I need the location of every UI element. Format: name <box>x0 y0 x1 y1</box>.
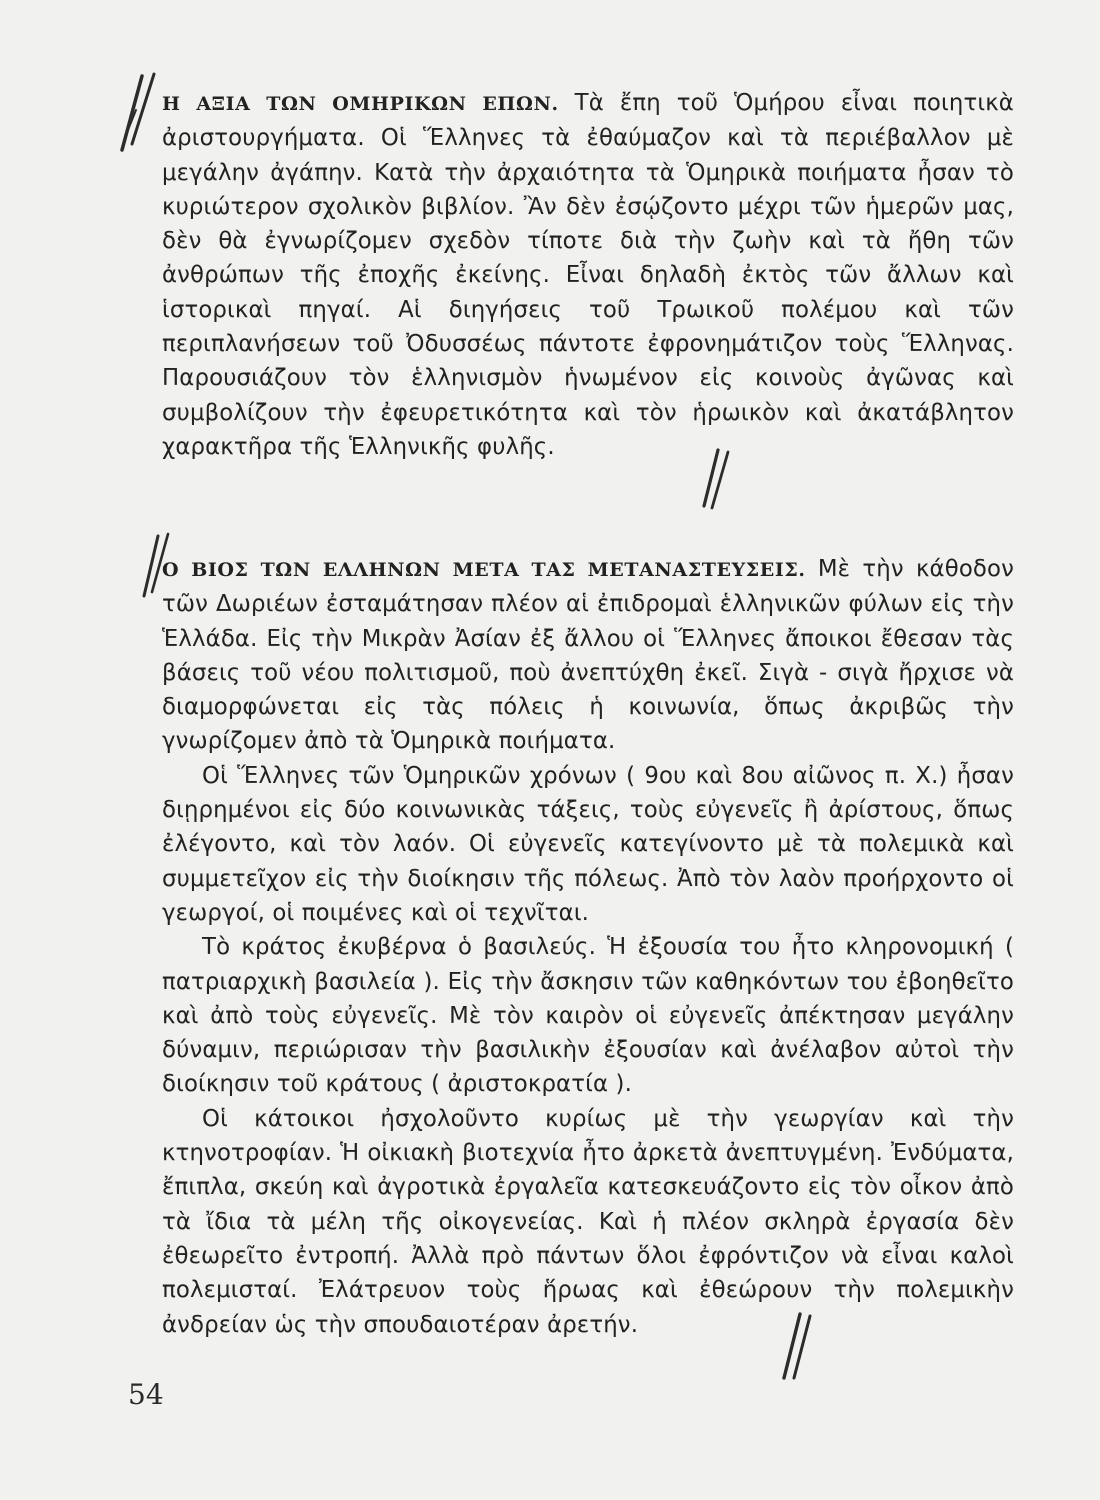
section-2-paragraph-3: Τὸ κράτος ἐκυβέρνα ὁ βασιλεύς. Ἡ ἐξουσία του ἦτο κληρονομική ( πατριαρχικὴ βασιλεία ). Εἰς τὴν ἄσκησιν τῶν καθηκόντων του ἐβοηθεῖτο καὶ ἀπὸ τοὺς εὐγενεῖς. Μὲ τὸν καιρὸν οἱ εὐγενεῖς ἀπέκτησαν μεγάλην δύναμιν, περιώρισαν τὴν βασιλικὴν ἐξουσίαν καὶ ἀνέλαβον αὐτοὶ τὴν διοίκησιν τοῦ κράτους ( ἀριστοκρατία ). <box>162 934 1014 1098</box>
section-2-p1-text: Μὲ τὴν κάθοδον τῶν Δωριέων ἐσταμάτησαν πλέον αἱ ἐπιδρομαὶ ἑλληνικῶν φύλων εἰς τὴν Ἑλλάδα. Εἰς τὴν Μικρὰν Ἀσίαν ἐξ ἄλλου οἱ Ἕλληνες ἄποικοι ἔθεσαν τὰς βάσεις τοῦ νέου πολιτισμοῦ, ποὺ ἀνεπτύχθη ἐκεῖ. Σιγὰ - σιγὰ ἤρχισε νὰ διαμορφώνεται εἰς τὰς πόλεις ἡ κοινωνία, ὅπως ἀκριβῶς τὴν γνωρίζομεν ἀπὸ τὰ Ὁμηρικὰ ποιήματα. <box>162 556 1014 755</box>
section-1-heading: Η ΑΞΙΑ ΤΩΝ ΟΜΗΡΙΚΩΝ ΕΠΩΝ. <box>162 93 559 115</box>
section-1-paragraph <box>162 86 1014 464</box>
page-number: 54 <box>128 1378 164 1411</box>
pen-mark-icon <box>108 70 168 160</box>
section-1 <box>162 86 1014 464</box>
section-2 <box>162 552 1014 1342</box>
section-1-text: Τὰ ἔπη τοῦ Ὁμήρου εἶναι ποιητικὰ ἀριστουργήματα. Οἱ Ἕλληνες τὰ ἐθαύμαζον καὶ τὰ περιέβαλλον μὲ μεγάλην ἀγάπην. Κατὰ τὴν ἀρχαιότητα τὰ Ὁμηρικὰ ποιήματα ἦσαν τὸ κυριώτερον σχολικὸν βιβλίον. Ἂν δὲν ἐσῴζοντο μέχρι τῶν ἡμερῶν μας, δὲν θὰ ἐγνωρίζομεν σχεδὸν τίποτε διὰ τὴν ζωὴν καὶ τὰ ἤθη τῶν ἀνθρώπων τῆς ἐποχῆς ἐκείνης. Εἶναι δηλαδὴ ἐκτὸς τῶν ἄλλων καὶ ἱστορικαὶ πηγαί. Αἱ διηγήσεις τοῦ Τρωικοῦ πολέμου καὶ τῶν περιπλανήσεων τοῦ Ὀδυσσέως πάντοτε ἐφρονημάτιζον τοὺς Ἕλληνας. Παρουσιάζουν τὸν ἑλληνισμὸν ἡνωμένον εἰς κοινοὺς ἀγῶνας καὶ συμβολίζουν τὴν ἐφευρετικότητα καὶ τὸν ἡρωικὸν καὶ ἀκατάβλητον χαρακτῆρα τῆς Ἑλληνικῆς φυλῆς. <box>162 90 1014 460</box>
section-2-paragraph-4: Οἱ κάτοικοι ἠσχολοῦντο κυρίως μὲ τὴν γεωργίαν καὶ τὴν κτηνοτροφίαν. Ἡ οἰκιακὴ βιοτεχνία ἦτο ἀρκετὰ ἀνεπτυγμένη. Ἐνδύματα, ἔπιπλα, σκεύη καὶ ἀγροτικὰ ἐργαλεῖα κατεσκευάζοντο εἰς τὸν οἶκον ἀπὸ τὰ ἴδια τὰ μέλη τῆς οἰκογενείας. Καὶ ἡ πλέον σκληρὰ ἐργασία δὲν ἐθεωρεῖτο ἐντροπή. Ἀλλὰ πρὸ πάντων ὅλοι ἐφρόντιζον νὰ εἶναι καλοὶ πολεμισταί. Ἐλάτρευον τοὺς ἥρωας καὶ ἐθεώρουν τὴν πολεμικὴν ἀνδρείαν ὡς τὴν σπουδαιοτέραν ἀρετήν. <box>162 1105 1014 1338</box>
section-2-paragraph-1 <box>162 552 1014 759</box>
section-2-paragraph-2: Οἱ Ἕλληνες τῶν Ὁμηρικῶν χρόνων ( 9ου καὶ 8ου αἰῶνος π. Χ.) ἦσαν διῃρημένοι εἰς δύο κοινωνικὰς τάξεις, τοὺς εὐγενεῖς ἢ ἀρίστους, ὅπως ἐλέγοντο, καὶ τὸν λαόν. Οἱ εὐγενεῖς κατεγίνοντο μὲ τὰ πολεμικὰ καὶ συμμετεῖχον εἰς τὴν διοίκησιν τῆς πόλεως. Ἀπὸ τὸν λαὸν προήρχοντο οἱ γεωργοί, οἱ ποιμένες καὶ οἱ τεχνῖται. <box>162 762 1014 926</box>
section-2-heading: Ο ΒΙΟΣ ΤΩΝ ΕΛΛΗΝΩΝ ΜΕΤΑ ΤΑΣ ΜΕΤΑΝΑΣΤΕΥΣΕΙΣ. <box>162 559 806 581</box>
